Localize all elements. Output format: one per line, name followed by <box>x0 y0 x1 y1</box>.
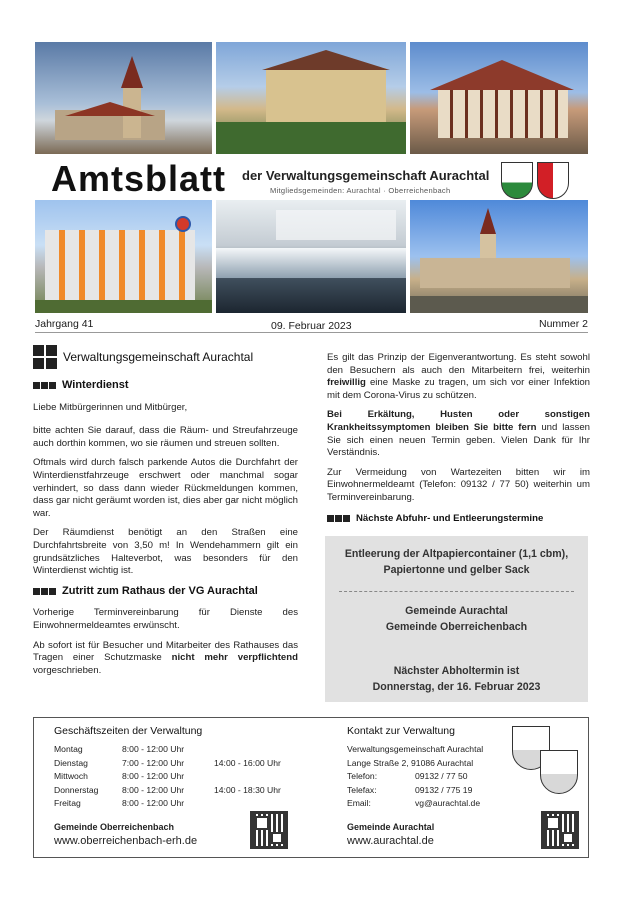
coat-of-arms-oberreichenbach-icon <box>540 750 578 794</box>
coat-of-arms-oberreichenbach-icon <box>537 162 569 199</box>
contact-line <box>347 771 527 785</box>
contact-line <box>347 744 527 758</box>
hours-heading: Geschäftszeiten der Verwaltung <box>54 725 203 737</box>
contact-line <box>347 758 527 772</box>
photo-church-oberreichenbach <box>410 200 588 313</box>
greeting: Liebe Mitbürgerinnen und Mitbürger, <box>33 401 188 413</box>
notice-collection-type <box>325 546 588 578</box>
left-column <box>33 345 298 684</box>
notice-line: Nächster Abholtermin ist <box>393 665 520 677</box>
email-link[interactable]: vg@aurachtal.de <box>415 798 481 808</box>
photo-school-building <box>35 200 212 313</box>
section-header-vg <box>33 345 298 369</box>
fax-label: Telefax: <box>347 784 377 795</box>
bullet-squares-icon <box>327 515 350 522</box>
hours-row <box>54 798 304 812</box>
paragraph: Zur Vermeidung von Wartezeiten bitten wir im Einwohnermeldeamt (Telefon: 09132 / 77 50) weiterhin um Terminvereinbarung. <box>327 466 590 503</box>
hours-day: Freitag <box>54 798 81 808</box>
notice-line: Gemeinde Oberreichenbach <box>385 621 528 633</box>
text-run: eine Maske zu tragen, um sich vor einer Infektion mit dem Corona-Virus zu schützen. <box>327 377 590 401</box>
collection-notice-box <box>325 536 588 702</box>
text-run: Es gilt das Prinzip der Eigenverantwortung. Es steht sowohl den Besuchern als auch den Mitarbeitern frei, weiterhin <box>327 352 590 376</box>
hours-morning: 8:00 - 12:00 Uhr <box>122 744 185 754</box>
section-title: Verwaltungsgemeinschaft Aurachtal <box>63 349 254 364</box>
heading-text: Zutritt zum Rathaus der VG Aurachtal <box>62 584 258 597</box>
text-run: und lassen Sie sich einen neuen Termin geben. Vielen Dank für Ihr Verständnis. <box>327 421 590 459</box>
paragraph <box>33 640 298 678</box>
notice-line: Gemeinde Aurachtal <box>405 605 508 617</box>
dashed-divider <box>339 591 574 592</box>
volume-label: Jahrgang 41 <box>35 318 94 330</box>
coat-of-arms-aurachtal-icon <box>501 162 533 199</box>
text-run-bold: nicht mehr verpflichtend <box>171 652 298 664</box>
issue-number: Nummer 2 <box>538 318 588 330</box>
photo-half-timbered-house <box>410 42 588 154</box>
issue-line <box>35 318 588 333</box>
footer-box <box>33 717 589 858</box>
heading-text: Nächste Abfuhr- und Entleerungstermine <box>356 512 544 524</box>
contact-heading: Kontakt zur Verwaltung <box>347 725 455 737</box>
town-name-oberreichenbach: Gemeinde Oberreichenbach <box>54 822 175 832</box>
text-run: Ab sofort ist für Besucher und Mitarbeiter des Rathauses das Tragen einer Schutzmaske <box>33 639 298 664</box>
hours-morning: 8:00 - 12:00 Uhr <box>122 798 185 808</box>
photo-church-aurachtal <box>35 42 212 154</box>
hours-day: Donnerstag <box>54 784 99 795</box>
paragraph: bitte achten Sie darauf, dass die Räum- und Streufahrzeuge auch dorthin kommen, wo sie räumen und streuen sollten. <box>33 425 298 449</box>
hours-morning: 8:00 - 12:00 Uhr <box>122 784 185 795</box>
email-label: Email: <box>347 798 371 808</box>
hours-row <box>54 758 304 772</box>
office-hours-table <box>54 744 304 812</box>
qr-code-oberreichenbach-icon[interactable] <box>250 811 288 849</box>
website-link-aurachtal[interactable]: www.aurachtal.de <box>347 835 434 847</box>
heading-text: Winterdienst <box>62 379 129 391</box>
phone-value: 09132 / 77 50 <box>415 771 468 781</box>
hours-day: Montag <box>54 744 83 754</box>
contact-org: Verwaltungsgemeinschaft Aurachtal <box>347 744 484 754</box>
notice-next-date <box>325 663 588 695</box>
text-run: vorgeschrieben. <box>33 664 102 676</box>
town-name-aurachtal: Gemeinde Aurachtal <box>347 822 435 832</box>
hours-row <box>54 771 304 785</box>
paragraph <box>327 409 590 459</box>
contact-line <box>347 785 527 799</box>
contact-line <box>347 798 527 812</box>
paragraph: Der Räumdienst benötigt an den Straßen eine Durchfahrtsbreite von 3,50 m! In Wendehammern gilt ein grundsätzliches Halteverbot, was besonders für den Winterdienst wichtig ist. <box>33 527 298 577</box>
grid-squares-icon <box>33 345 57 369</box>
hours-afternoon: 14:00 - 16:00 Uhr <box>214 757 281 768</box>
hours-day: Dienstag <box>54 757 88 768</box>
contact-address: Lange Straße 2, 91086 Aurachtal <box>347 757 474 768</box>
notice-municipalities <box>325 603 588 635</box>
qr-code-aurachtal-icon[interactable] <box>541 811 579 849</box>
phone-label: Telefon: <box>347 771 378 781</box>
hours-morning: 8:00 - 12:00 Uhr <box>122 771 185 781</box>
newsletter-title: Amtsblatt <box>51 158 227 199</box>
masthead <box>35 154 588 200</box>
hours-row <box>54 785 304 799</box>
notice-line: Papiertonne und gelber Sack <box>383 564 530 576</box>
photo-town-hall <box>216 42 406 154</box>
issue-date: 09. Februar 2023 <box>271 320 352 332</box>
hours-day: Mittwoch <box>54 771 88 781</box>
hours-morning: 7:00 - 12:00 Uhr <box>122 757 185 768</box>
hours-afternoon: 14:00 - 18:30 Uhr <box>214 784 281 795</box>
paragraph <box>327 352 590 402</box>
heading-winterdienst <box>33 379 298 392</box>
member-municipalities: Mitgliedsgemeinden: Aurachtal · Oberreichenbach <box>270 186 451 195</box>
hours-row <box>54 744 304 758</box>
contact-block <box>347 744 527 812</box>
newsletter-subtitle: der Verwaltungsgemeinschaft Aurachtal <box>242 168 490 183</box>
heading-zutritt <box>33 585 298 598</box>
bullet-squares-icon <box>33 588 56 595</box>
notice-line: Donnerstag, der 16. Februar 2023 <box>372 681 541 693</box>
notice-line: Entleerung der Altpapiercontainer (1,1 cbm), <box>344 548 569 560</box>
heading-abfuhr <box>327 513 590 526</box>
text-run-bold: freiwillig <box>327 377 366 389</box>
fax-value: 09132 / 775 19 <box>415 784 473 795</box>
right-column <box>327 352 590 535</box>
bullet-squares-icon <box>33 382 56 389</box>
paragraph: Oftmals wird durch falsch parkende Autos die Durchfahrt der Winterdienstfahrzeuge erschwert oder manchmal sogar verhindert, so dass dann wieder Rückmeldungen kommen, dass gar nicht geräumt worden ist, dies aber gar nicht möglich war. <box>33 457 298 519</box>
text-run-bold: Bei Erkältung, Husten oder sonstigen Krankheitssymptomen bleiben Sie bitte fern <box>327 409 590 433</box>
website-link-oberreichenbach[interactable]: www.oberreichenbach-erh.de <box>54 835 198 847</box>
photo-weir-waterfall <box>216 200 406 313</box>
paragraph: Vorherige Terminvereinbarung für Dienste des Einwohnermeldeamtes erwünscht. <box>33 607 298 631</box>
